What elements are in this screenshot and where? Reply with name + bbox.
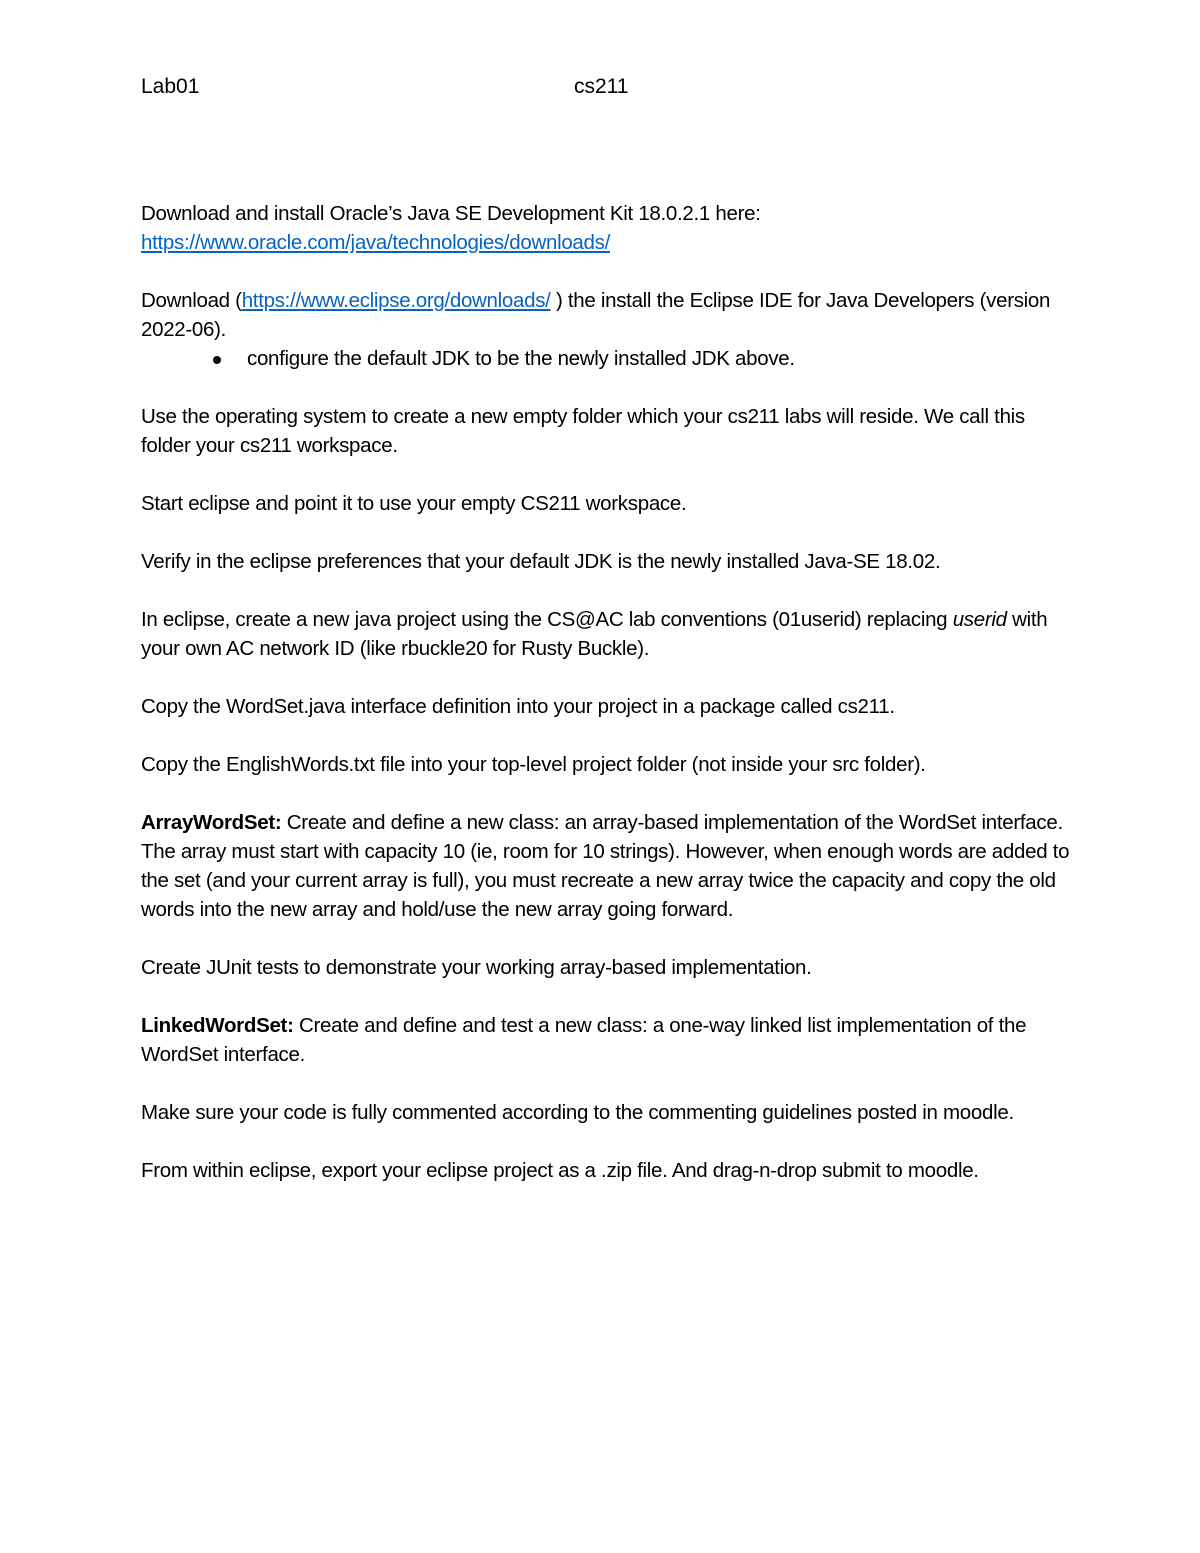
paragraph-arraywordset [141, 808, 1071, 924]
paragraph-text: Create and define a new class: an array-based implementation of the WordSet interface. The array must start with capacity 10 (ie, room for 10 strings). However, when enough words are added to the set (and your current array is full), you must recreate a new array twice the capacity and copy the old words into the new array and hold/use the new array going forward. [141, 811, 1070, 921]
paragraph-text-pre: In eclipse, create a new java project using the CS@AC lab conventions (01userid) replacing [141, 608, 953, 631]
paragraph-start-eclipse: Start eclipse and point it to use your empty CS211 workspace. [141, 492, 687, 515]
paragraph-text-post: ) the install the Eclipse IDE for Java Developers (version 2022-06). [141, 289, 1051, 341]
bullet-list [141, 344, 1071, 373]
paragraph-text-pre: Download ( [141, 289, 242, 312]
userid-italic: userid [952, 608, 1007, 631]
list-item: configure the default JDK to be the newly installed JDK above. [247, 344, 1071, 373]
paragraph-workspace-folder: Use the operating system to create a new empty folder which your cs211 labs will reside. We call this folder your cs211 workspace. [141, 405, 1025, 457]
header-lab-label: Lab01 [141, 75, 200, 98]
paragraph-commenting: Make sure your code is fully commented according to the commenting guidelines posted in moodle. [141, 1101, 1014, 1124]
oracle-download-link[interactable]: https://www.oracle.com/java/technologies/downloads/ [141, 231, 610, 254]
paragraph-copy-wordset: Copy the WordSet.java interface definition into your project in a package called cs211. [141, 695, 895, 718]
document-body [141, 199, 1071, 1214]
header-course-label: cs211 [574, 75, 629, 98]
paragraph-text: Create and define and test a new class: a one-way linked list implementation of the WordSet interface. [141, 1014, 1027, 1066]
paragraph-text: Download and install Oracle’s Java SE Development Kit 18.0.2.1 here: [141, 202, 761, 225]
paragraph-create-project [141, 605, 1071, 663]
paragraph-junit-tests: Create JUnit tests to demonstrate your working array-based implementation. [141, 956, 812, 979]
arraywordset-heading: ArrayWordSet: [141, 811, 282, 834]
paragraph-copy-englishwords: Copy the EnglishWords.txt file into your top-level project folder (not inside your src folder). [141, 753, 926, 776]
paragraph-jdk-download [141, 199, 1071, 257]
paragraph-export-submit: From within eclipse, export your eclipse project as a .zip file. And drag-n-drop submit to moodle. [141, 1159, 979, 1182]
paragraph-verify-jdk: Verify in the eclipse preferences that your default JDK is the newly installed Java-SE 18.02. [141, 550, 941, 573]
paragraph-linkedwordset [141, 1011, 1071, 1069]
paragraph-text-post: with your own AC network ID (like rbuckle20 for Rusty Buckle). [141, 608, 1048, 660]
eclipse-download-link[interactable]: https://www.eclipse.org/downloads/ [241, 289, 551, 312]
paragraph-eclipse-download [141, 286, 1071, 344]
linkedwordset-heading: LinkedWordSet: [141, 1014, 294, 1037]
